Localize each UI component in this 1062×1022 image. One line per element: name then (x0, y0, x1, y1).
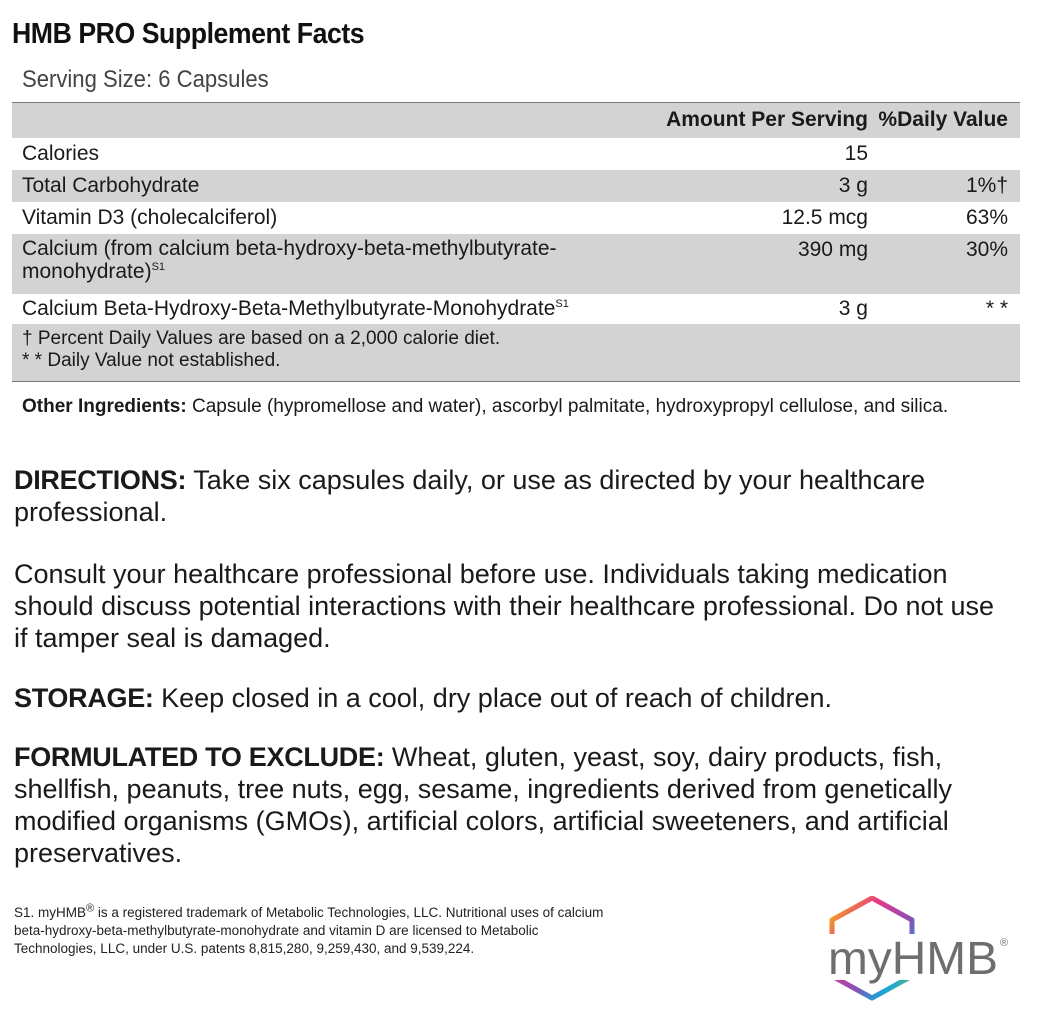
serving-size: Serving Size: 6 Capsules (22, 66, 269, 93)
trademark-footnote (14, 904, 614, 958)
footnote-text (22, 328, 500, 372)
other-ingredients-text: Capsule (hypromellose and water), ascorbyl palmitate, hydroxypropyl cellulose, and silica. (186, 396, 949, 417)
registered-mark: ® (86, 902, 95, 915)
amount-per-serving-header: Amount Per Serving (666, 108, 868, 131)
nutrient-amount: 390 mg (797, 238, 868, 261)
superscript-note: S1 (555, 298, 569, 310)
nutrient-amount: 3 g (838, 297, 868, 320)
nutrient-name-text: Calcium Beta-Hydroxy-Beta-Methylbutyrate-Monohydrate (22, 297, 556, 320)
footnote-text: is a registered trademark of Metabolic Technologies, LLC. Nutritional uses of calcium beta-hydroxy-beta-methylbutyrate-monohydrate and vitamin D are licensed to Metabolic Technologies, LLC, under U.S. patents 8,815,280, 9,259,430, and 9,539,224. (14, 905, 604, 956)
table-row (12, 138, 1020, 170)
other-ingredients (22, 395, 1012, 419)
nutrient-name (22, 297, 569, 321)
nutrient-name: Total Carbohydrate (22, 174, 200, 197)
myhmb-logo (820, 896, 1025, 1001)
formulated-label: FORMULATED TO EXCLUDE: (14, 742, 385, 772)
daily-value-header: %Daily Value (878, 108, 1008, 131)
nutrient-name: Calories (22, 142, 100, 165)
table-row (12, 234, 1020, 294)
table-row (12, 294, 1020, 324)
nutrient-dv: 63% (965, 206, 1008, 229)
other-ingredients-label: Other Ingredients: (22, 396, 187, 417)
nutrient-name-line2: monohydrate) (22, 260, 152, 283)
nutrient-dv: 1%† (965, 174, 1008, 197)
table-header-row (12, 103, 1020, 138)
supplement-facts-table (12, 102, 1020, 382)
formulated-text: Wheat, gluten, yeast, soy, dairy products, fish, shellfish, peanuts, tree nuts, egg, sesame, ingredients derived from genetically modified organisms (GMOs), artificial colors, artificial sweeteners, and artificial preservatives. (14, 742, 953, 868)
nutrient-amount: 15 (844, 142, 868, 165)
nutrient-dv: * * (985, 297, 1008, 320)
directions-text: Take six capsules daily, or use as directed by your healthcare professional. (14, 465, 926, 527)
storage-label: STORAGE: (14, 683, 154, 713)
nutrient-dv: 30% (965, 238, 1008, 261)
storage (14, 682, 1014, 714)
nutrient-name-line1: Calcium (from calcium beta-hydroxy-beta-methylbutyrate- (22, 237, 557, 260)
footnote-prefix: S1. myHMB (14, 905, 87, 920)
consult-warning: Consult your healthcare professional before use. Individuals taking medication should discuss potential interactions with their healthcare professional. Do not use if tamper seal is damaged. (14, 559, 995, 653)
nutrient-amount: 3 g (838, 174, 868, 197)
storage-text: Keep closed in a cool, dry place out of reach of children. (153, 683, 833, 713)
directions-label: DIRECTIONS: (14, 465, 187, 495)
directions (14, 464, 1014, 528)
table-footnotes (12, 324, 1020, 381)
nutrient-amount: 12.5 mcg (781, 206, 868, 229)
table-row (12, 202, 1020, 234)
logo-text: myHMB (828, 932, 998, 984)
nutrient-name: Vitamin D3 (cholecalciferol) (22, 206, 278, 229)
page-title: HMB PRO Supplement Facts (12, 18, 365, 50)
logo-registered-mark: ® (1000, 937, 1009, 949)
formulated-to-exclude (14, 741, 1014, 869)
nutrient-name (22, 237, 557, 283)
daily-value-basis-note: † Percent Daily Values are based on a 2,000 calorie diet. (22, 328, 501, 349)
superscript-note: S1 (151, 261, 166, 273)
table-row (12, 170, 1020, 202)
not-established-note: * * Daily Value not established. (22, 350, 281, 371)
